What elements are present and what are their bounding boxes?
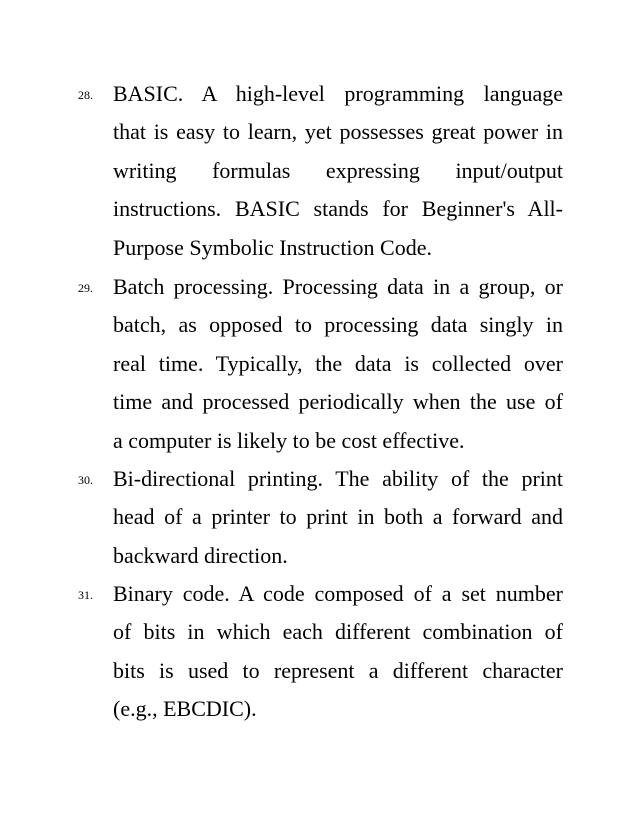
entry-line: instructions. BASIC stands for Beginner's All- <box>113 196 563 222</box>
entry-line: of bits in which each different combination of <box>113 619 563 645</box>
entry-line: backward direction. <box>113 542 288 568</box>
entry-line: writing formulas expressing input/output <box>113 157 563 183</box>
entry-line: that is easy to learn, yet possesses great power in <box>113 119 563 145</box>
entry-line: bits is used to represent a different character <box>113 657 563 683</box>
entry-line: real time. Typically, the data is collected over <box>113 350 563 376</box>
entry-line: Purpose Symbolic Instruction Code. <box>113 234 432 260</box>
entry-line: Batch processing. Processing data in a group, or <box>113 274 563 299</box>
entry-number: 31. <box>78 588 93 602</box>
entry-text <box>113 575 563 729</box>
entry-line: Binary code. A code composed of a set number <box>113 581 563 606</box>
entry-line: time and processed periodically when the use of <box>113 389 563 415</box>
entry-line: head of a printer to print in both a forward and <box>113 504 563 530</box>
entry-number: 28. <box>78 88 93 102</box>
entry-line: (e.g., EBCDIC). <box>113 696 257 722</box>
entry-text <box>113 75 563 267</box>
entry-line: BASIC. A high-level programming language <box>113 81 563 106</box>
entry-number: 29. <box>78 281 93 295</box>
entry-text <box>113 268 563 460</box>
entry-text <box>113 460 563 575</box>
entry-number: 30. <box>78 473 93 487</box>
entry-line: batch, as opposed to processing data singly in <box>113 312 563 338</box>
entry-line: a computer is likely to be cost effective. <box>113 427 465 453</box>
entry-line: Bi-directional printing. The ability of the print <box>113 466 563 491</box>
